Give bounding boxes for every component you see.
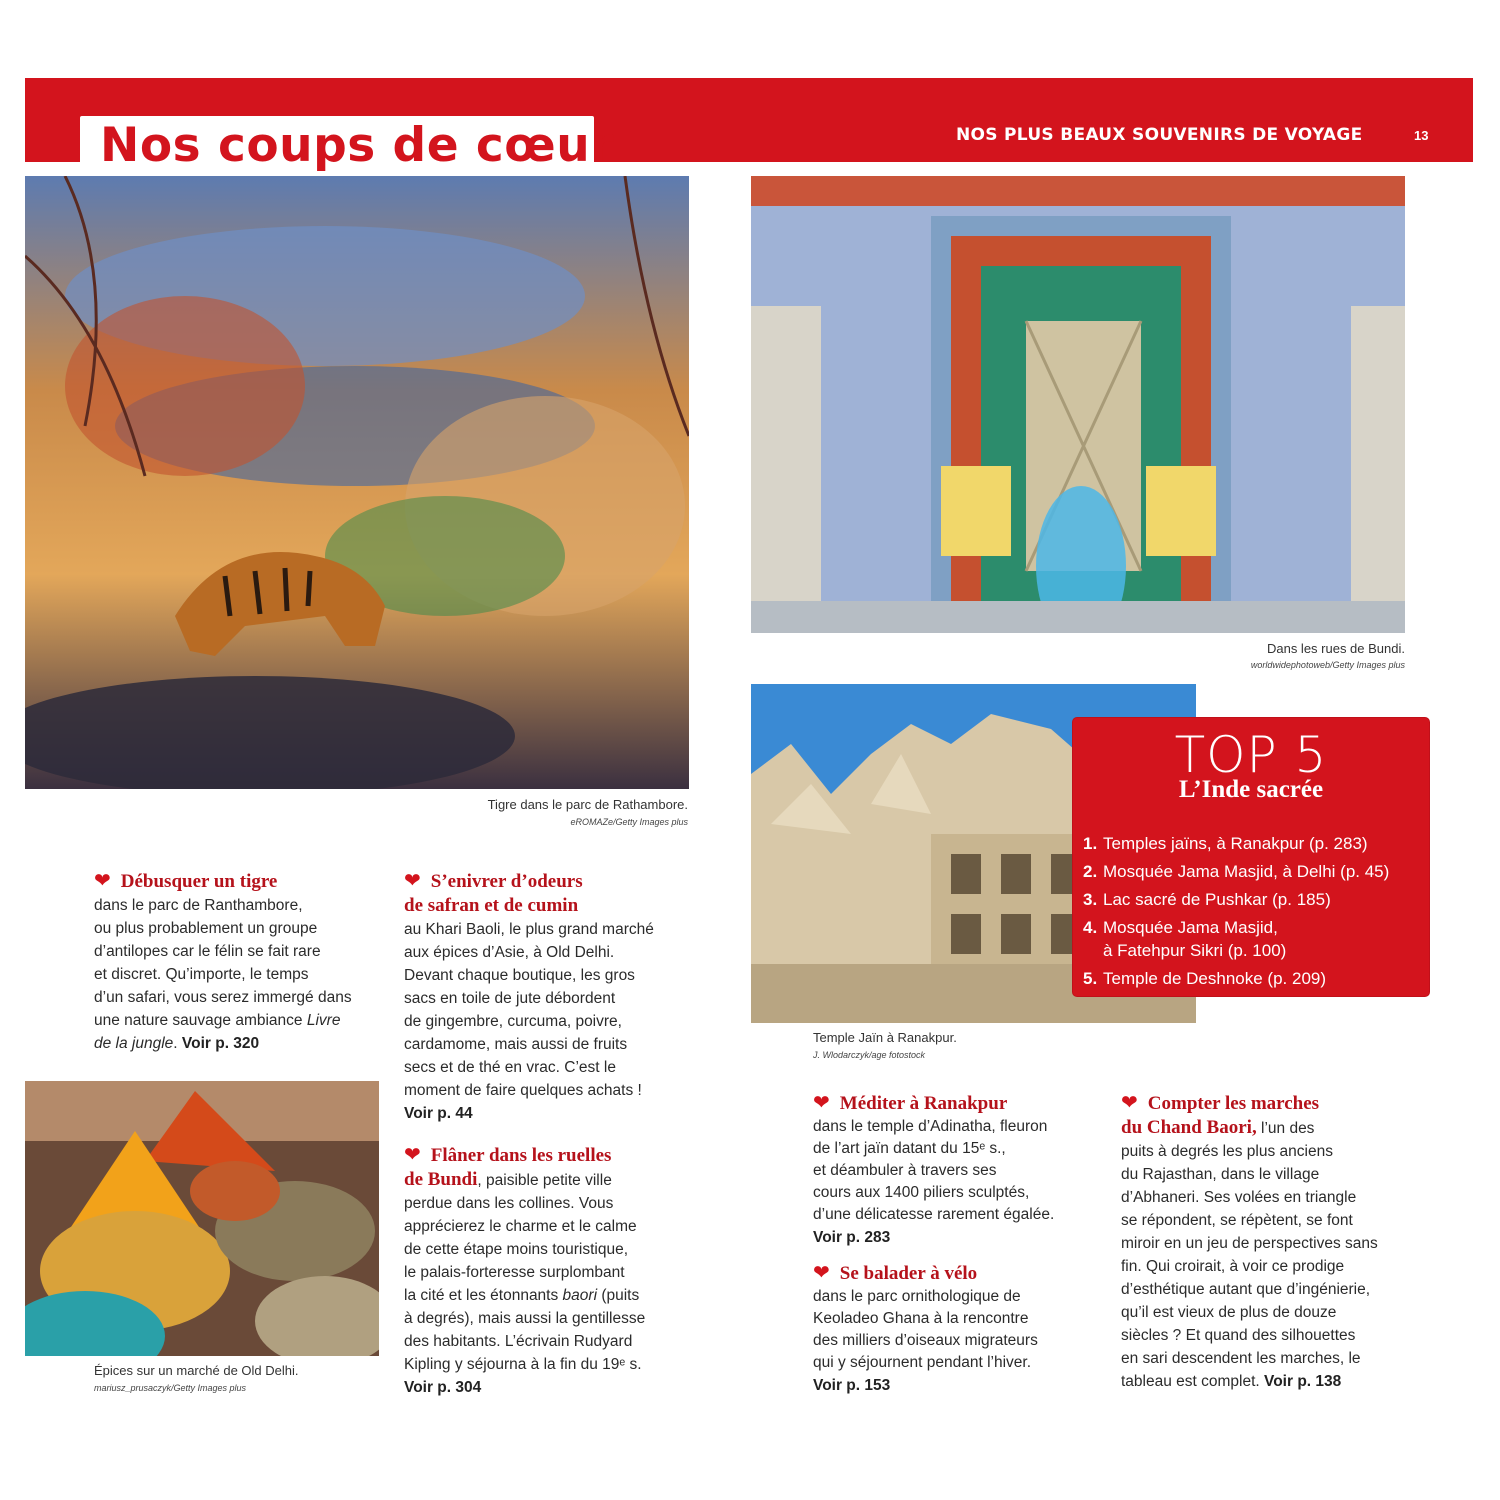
article-heading: Débusquer un tigre — [120, 871, 278, 892]
top5-subtitle: L’Inde sacrée — [1178, 776, 1324, 803]
article-line: de la jungle. Voir p. 320 — [94, 1035, 260, 1052]
article-line: des milliers d’oiseaux migrateurs — [813, 1332, 1038, 1349]
top5-item[interactable]: 1. Temples jaïns, à Ranakpur (p. 283) — [1083, 834, 1368, 853]
article-heading: du Chand Baori, — [1121, 1117, 1257, 1138]
article-line: Keoladeo Ghana à la rencontre — [813, 1310, 1029, 1327]
article-line: d’une délicatesse rarement égalée. — [813, 1206, 1055, 1223]
article-heading: S’enivrer d’odeurs — [430, 871, 583, 892]
article-line: miroir en un jeu de perspectives sans — [1121, 1235, 1378, 1252]
article-line: du Rajasthan, dans le village — [1121, 1166, 1320, 1183]
heart-icon: ❤ — [813, 1262, 830, 1284]
heart-icon: ❤ — [1121, 1092, 1138, 1114]
article-line: secs et de thé en vrac. C’est le — [404, 1059, 616, 1076]
bundi-caption: Dans les rues de Bundi. — [1266, 641, 1405, 656]
bundi-photo — [751, 176, 1405, 633]
article-line: dans le parc de Ranthambore, — [94, 897, 303, 914]
article-line: fin. Qui croirait, à voir ce prodige — [1121, 1258, 1345, 1275]
article-line: de cette étape moins touristique, — [404, 1241, 629, 1258]
page-ref-link[interactable]: Voir p. 283 — [813, 1229, 891, 1246]
article-safran — [404, 870, 704, 1125]
heart-icon: ❤ — [94, 870, 111, 892]
article-line: moment de faire quelques achats ! — [404, 1082, 642, 1099]
article-line: se répondent, se répètent, se font — [1121, 1212, 1353, 1229]
article-heading: Se balader à vélo — [839, 1263, 978, 1284]
temple-caption: Temple Jaïn à Ranakpur. — [813, 1030, 957, 1045]
article-line: et discret. Qu’importe, le temps — [94, 966, 309, 983]
top5-item-text: Mosquée Jama Masjid, à Fatehpur Sikri (p. 100) — [1103, 918, 1287, 960]
spices-caption: Épices sur un marché de Old Delhi. — [94, 1363, 299, 1378]
article-line: d’esthétique autant que d’ingénierie, — [1121, 1281, 1371, 1298]
article-line: une nature sauvage ambiance Livre — [94, 1012, 341, 1029]
spices-credit: mariusz_prusaczyk/Getty Images plus — [94, 1383, 247, 1393]
article-line: d’un safari, vous serez immergé dans — [94, 989, 352, 1006]
spices-photo — [25, 1081, 379, 1356]
article-line: siècles ? Et quand des silhouettes — [1121, 1327, 1356, 1344]
article-line: ou plus probablement un groupe — [94, 920, 318, 937]
article-line: d’antilopes car le félin se fait rare — [94, 943, 321, 960]
article-heading: Flâner dans les ruelles — [430, 1145, 612, 1166]
page-ref-link[interactable]: Voir p. 304 — [404, 1379, 482, 1396]
page-ref-link[interactable]: Voir p. 320 — [181, 1035, 260, 1052]
page-ref-link[interactable]: Voir p. 138 — [1264, 1373, 1342, 1390]
heart-icon: ❤ — [404, 870, 421, 892]
article-heading: de Bundi — [404, 1169, 478, 1190]
tiger-caption: Tigre dans le parc de Rathambore. — [487, 797, 688, 812]
article-line: la cité et les étonnants baori (puits — [404, 1287, 640, 1304]
article-line: sacs en toile de jute débordent — [404, 990, 616, 1007]
top5-item[interactable]: 5. Temple de Deshnoke (p. 209) — [1083, 969, 1327, 988]
article-bundi: ❤ Flâner dans les ruelles de Bundi, paisible petite ville perdue dans les collines. Vous apprécierez le charme et le calme de cette étape moins touristique, le palais-forteresse surplombant la cité et les étonnants baori (puits à degrés), mais aussi la gentillesse des habitants. L’écrivain Rudyard Kipling y séjourna à la fin du 19ᵉ s. Voir p. 304 — [404, 1144, 704, 1399]
article-line: dans le temple d’Adinatha, fleuron — [813, 1118, 1048, 1135]
article-line: le palais-forteresse surplombant — [404, 1264, 625, 1281]
article-line: tableau est complet. Voir p. 138 — [1121, 1373, 1342, 1390]
page-ref-link[interactable]: Voir p. 153 — [813, 1377, 891, 1394]
temple-credit: J. Wlodarczyk/age fotostock — [813, 1050, 926, 1060]
article-velo — [813, 1262, 1113, 1397]
top5-item[interactable]: 2. Mosquée Jama Masjid, à Delhi (p. 45) — [1083, 862, 1390, 881]
page-title: Nos coups de cœur — [100, 118, 614, 173]
top5-list — [1083, 830, 1423, 993]
article-line: d’Abhaneri. Ses volées en triangle — [1121, 1189, 1357, 1206]
article-line: apprécierez le charme et le calme — [404, 1218, 637, 1235]
article-line: à degrés), mais aussi la gentillesse — [404, 1310, 646, 1327]
article-line: des habitants. L’écrivain Rudyard — [404, 1333, 633, 1350]
article-line: de l’art jaïn datant du 15ᵉ s., — [813, 1140, 1006, 1157]
page-ref-link[interactable]: Voir p. 44 — [404, 1105, 473, 1122]
article-line: qu’il est vieux de plus de douze — [1121, 1304, 1337, 1321]
article-heading: Compter les marches — [1147, 1093, 1320, 1114]
article-line: Devant chaque boutique, les gros — [404, 967, 635, 984]
article-line: de gingembre, curcuma, poivre, — [404, 1013, 622, 1030]
article-line: Kipling y séjourna à la fin du 19ᵉ s. — [404, 1356, 642, 1373]
article-line: dans le parc ornithologique de — [813, 1288, 1021, 1305]
article-line: aux épices d’Asie, à Old Delhi. — [404, 944, 615, 961]
article-heading: de safran et de cumin — [404, 895, 579, 916]
article-line: puits à degrés les plus anciens — [1121, 1143, 1333, 1160]
article-line: qui y séjournent pendant l’hiver. — [813, 1354, 1032, 1371]
article-line: en sari descendent les marches, le — [1121, 1350, 1361, 1367]
article-line: et déambuler à travers ses — [813, 1162, 997, 1179]
article-chand-baori: ❤ Compter les marches du Chand Baori, l’un des puits à degrés les plus anciens du Rajasthan, dans le village d’Abhaneri. Ses volées en triangle se répondent, se répètent, se font miroir en un jeu de perspectives sans fin. Qui croirait, à voir ce prodige d’esthétique autant que d’ingénierie, qu’il est vieux de plus de douze siècles ? Et quand des silhouettes en sari descendent les marches, le tableau est complet. Voir p. 138 — [1121, 1092, 1421, 1393]
article-heading: Méditer à Ranakpur — [839, 1093, 1008, 1114]
section-title: NOS PLUS BEAUX SOUVENIRS DE VOYAGE — [956, 125, 1363, 145]
article-tigre — [94, 870, 394, 1055]
tiger-credit: eROMAZe/Getty Images plus — [570, 817, 688, 827]
article-line: au Khari Baoli, le plus grand marché — [404, 921, 654, 938]
page-number: 13 — [1414, 128, 1429, 143]
article-line: perdue dans les collines. Vous — [404, 1195, 614, 1212]
top5-title: TOP 5 — [1174, 726, 1328, 784]
article-line: cours aux 1400 piliers sculptés, — [813, 1184, 1030, 1201]
article-line: cardamome, mais aussi de fruits — [404, 1036, 628, 1053]
bundi-credit: worldwidephotoweb/Getty Images plus — [1250, 660, 1405, 670]
top5-item[interactable]: 3. Lac sacré de Pushkar (p. 185) — [1083, 890, 1331, 909]
article-ranakpur — [813, 1092, 1113, 1249]
heart-icon: ❤ — [404, 1144, 421, 1166]
heart-icon: ❤ — [813, 1092, 830, 1114]
tiger-photo — [25, 176, 689, 789]
top5-item[interactable]: 4. Mosquée Jama Masjid, à Fatehpur Sikri (p. 100) — [1083, 918, 1287, 960]
